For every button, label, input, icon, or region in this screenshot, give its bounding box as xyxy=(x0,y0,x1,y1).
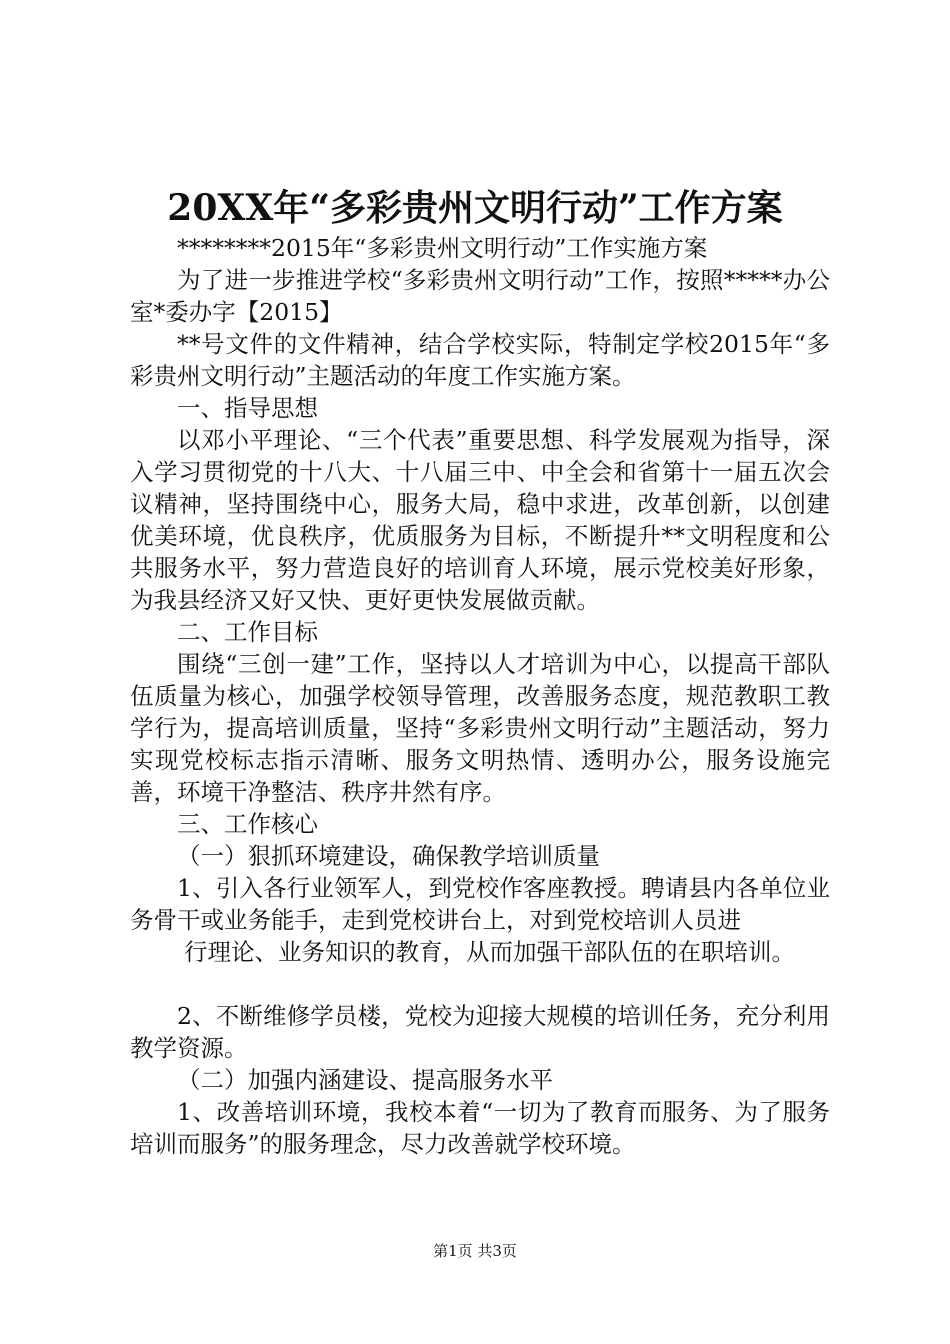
paragraph-intro-cont: **号文件的文件精神，结合学校实际，特制定学校2015年“多彩贵州文明行动”主题活动的年度工作实施方案。 xyxy=(130,330,830,390)
page-footer: 第1页 共3页 xyxy=(433,1242,517,1260)
heading-work-core: 三、工作核心 xyxy=(177,810,318,838)
subheading-connotation: （二）加强内涵建设、提高服务水平 xyxy=(177,1066,553,1094)
heading-guiding-ideology: 一、指导思想 xyxy=(177,394,318,422)
paragraph-item-3: 1、改善培训环境，我校本着“一切为了教育而服务、为了服务培训而服务”的服务理念，尽力改善就学校环境。 xyxy=(130,1098,830,1158)
paragraph-item-1: 1、引入各行业领军人，到党校作客座教授。聘请县内各单位业务骨干或业务能手，走到党校讲台上，对到党校培训人员进 xyxy=(130,874,830,934)
paragraph-item-1-cont: 行理论、业务知识的教育，从而加强干部队伍的在职培训。 xyxy=(184,938,795,966)
document-title: 20XX年“多彩贵州文明行动”工作方案 xyxy=(167,187,783,229)
paragraph-subtitle: ********2015年“多彩贵州文明行动”工作实施方案 xyxy=(177,234,708,262)
paragraph-guiding-ideology: 以邓小平理论、“三个代表”重要思想、科学发展观为指导，深入学习贯彻党的十八大、十八届三中、中全会和省第十一届五次会议精神，坚持围绕中心，服务大局，稳中求进，改革创新，以创建优美环境，优良秩序，优质服务为目标，不断提升**文明程度和公共服务水平，努力营造良好的培训育人环境，展示党校美好形象，为我县经济又好又快、更好更快发展做贡献。 xyxy=(130,426,830,614)
paragraph-work-goals: 围绕“三创一建”工作，坚持以人才培训为中心，以提高干部队伍质量为核心，加强学校领导管理，改善服务态度，规范教职工教学行为，提高培训质量，坚持“多彩贵州文明行动”主题活动，努力实现党校标志指示清晰、服务文明热情、透明办公，服务设施完善，环境干净整洁、秩序井然有序。 xyxy=(130,650,830,806)
paragraph-item-2: 2、不断维修学员楼，党校为迎接大规模的培训任务，充分利用教学资源。 xyxy=(130,1002,830,1062)
document-body xyxy=(130,232,830,1160)
paragraph-intro: 为了进一步推进学校“多彩贵州文明行动”工作，按照*****办公室*委办字【2015】 xyxy=(130,266,830,326)
blank-line xyxy=(130,968,830,1000)
subheading-environment: （一）狠抓环境建设，确保教学培训质量 xyxy=(177,842,600,870)
heading-work-goals: 二、工作目标 xyxy=(177,618,318,646)
